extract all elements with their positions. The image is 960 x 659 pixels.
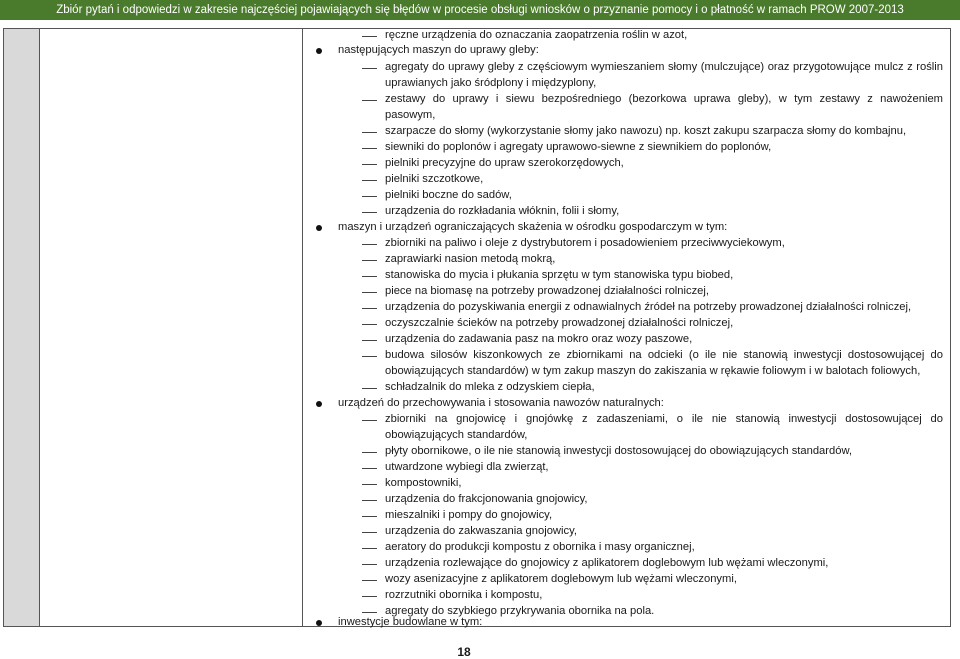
list-item-text: zestawy do uprawy i siewu bezpośredniego (bezorkowa uprawa gleby), w tym zestawy z nawożeniem <box>385 93 943 105</box>
list-item-text: uprawianych jako śródplony i międzyplony, <box>385 77 597 89</box>
list-item-text: urządzenia do zadawania pasz na mokro oraz wozy paszowe, <box>385 333 693 345</box>
dash-icon <box>362 244 377 245</box>
dash-icon <box>362 484 377 485</box>
dash-icon <box>362 516 377 517</box>
list-item-text: inwestycje budowlane w tym: <box>338 616 483 628</box>
bullet-icon <box>316 401 322 407</box>
list-item-text: następujących maszyn do uprawy gleby: <box>338 44 539 56</box>
dash-icon <box>362 276 377 277</box>
dash-icon <box>362 132 377 133</box>
list-item-text: pasowym, <box>385 109 436 121</box>
list-item-text: urządzenia do rozkładania włóknin, folii i słomy, <box>385 205 620 217</box>
list-item-text: schładzalnik do mleka z odzyskiem ciepła, <box>385 381 595 393</box>
list-item-text: utwardzone wybiegi dla zwierząt, <box>385 461 549 473</box>
document-header-title: Zbiór pytań i odpowiedzi w zakresie najczęściej pojawiających się błędów w procesie obsługi wniosków o przyznanie pomocy i o płatność w ramach PROW 2007-2013 <box>56 4 904 16</box>
dash-icon <box>362 292 377 293</box>
list-item-text: rozrzutniki obornika i kompostu, <box>385 589 543 601</box>
dash-icon <box>362 324 377 325</box>
dash-icon <box>362 468 377 469</box>
list-item-text: siewniki do poplonów i agregaty uprawowo-siewne z siewnikiem do poplonów, <box>385 141 772 153</box>
table-content <box>0 28 960 628</box>
dash-icon <box>362 580 377 581</box>
list-item-text: zbiorniki na paliwo i oleje z dystrybutorem i posadowieniem przeciwwyciekowym, <box>385 237 785 249</box>
bullet-icon <box>316 225 322 231</box>
list-item-text: obowiązujących standardów) w tym zakup maszyn do zakiszania w rękawie foliowym i w balotach foliowych, <box>385 365 921 377</box>
dash-icon <box>362 68 377 69</box>
list-item-text: wozy asenizacyjne z aplikatorem doglebowym lub wężami wleczonymi, <box>385 573 737 585</box>
list-item-text: kompostowniki, <box>385 477 462 489</box>
dash-icon <box>362 100 377 101</box>
list-item-text: urządzeń do przechowywania i stosowania nawozów naturalnych: <box>338 397 664 409</box>
list-item-text: maszyn i urządzeń ograniczających skażenia w ośrodku gospodarczym w tym: <box>338 221 728 233</box>
list-item-text: piece na biomasę na potrzeby prowadzonej działalności rolniczej, <box>385 285 710 297</box>
dash-icon <box>362 180 377 181</box>
list-item-text: stanowiska do mycia i płukania sprzętu w tym stanowiska typu biobed, <box>385 269 734 281</box>
dash-icon <box>362 612 377 613</box>
bullet-icon <box>316 48 322 54</box>
list-item-text: urządzenia do frakcjonowania gnojowicy, <box>385 493 588 505</box>
list-item-text: mieszalniki i pompy do gnojowicy, <box>385 509 553 521</box>
dash-icon <box>362 564 377 565</box>
page-number: 18 <box>457 645 471 659</box>
dash-icon <box>362 196 377 197</box>
list-item-text: szarpacze do słomy (wykorzystanie słomy jako nawozu) np. koszt zakupu szarpacza słomy do kombajnu, <box>385 125 907 137</box>
dash-icon <box>362 532 377 533</box>
dash-icon <box>362 36 377 37</box>
dash-icon <box>362 164 377 165</box>
dash-icon <box>362 308 377 309</box>
list-item-text: urządzenia do zakwaszania gnojowicy, <box>385 525 577 537</box>
bullet-icon <box>316 620 322 626</box>
list-item-text: płyty obornikowe, o ile nie stanowią inwestycji dostosowującej do obowiązujących standardów, <box>385 445 853 457</box>
list-item-text: zaprawiarki nasion metodą mokrą, <box>385 253 556 265</box>
dash-icon <box>362 548 377 549</box>
dash-icon <box>362 596 377 597</box>
dash-icon <box>362 148 377 149</box>
list-item-text: aeratory do produkcji kompostu z obornika i masy organicznej, <box>385 541 695 553</box>
dash-icon <box>362 356 377 357</box>
dash-icon <box>362 500 377 501</box>
list-item-text: budowa silosów kiszonkowych ze zbiornikami na odcieki (o ile nie stanowią inwestycji dostosowującej do <box>385 349 943 361</box>
list-item-text: obowiązujących standardów, <box>385 429 528 441</box>
list-item-text: urządzenia do pozyskiwania energii z odnawialnych źródeł na potrzeby prowadzonej działalności rolniczej, <box>385 301 912 313</box>
dash-icon <box>362 260 377 261</box>
list-item-text: agregaty do szybkiego przykrywania obornika na pola. <box>385 605 655 617</box>
list-item-text: oczyszczalnie ścieków na potrzeby prowadzonej działalności rolniczej, <box>385 317 734 329</box>
list-item-text: pielniki szczotkowe, <box>385 173 484 185</box>
dash-icon <box>362 388 377 389</box>
list-item-text: zbiorniki na gnojowicę i gnojówkę z zadaszeniami, o ile nie stanowią inwestycji dostosowującej do <box>385 413 943 425</box>
list-item-text: ręczne urządzenia do oznaczania zaopatrzenia roślin w azot, <box>385 29 688 41</box>
dash-icon <box>362 452 377 453</box>
list-item-text: pielniki boczne do sadów, <box>385 189 512 201</box>
dash-icon <box>362 212 377 213</box>
dash-icon <box>362 340 377 341</box>
list-item-text: urządzenia rozlewające do gnojowicy z aplikatorem doglebowym lub wężami wleczonymi, <box>385 557 829 569</box>
list-item-text: pielniki precyzyjne do upraw szerokorzędowych, <box>385 157 624 169</box>
list-item-text: agregaty do uprawy gleby z częściowym wymieszaniem słomy (mulczujące) oraz przygotowujące mulcz z roślin <box>385 61 943 73</box>
dash-icon <box>362 420 377 421</box>
